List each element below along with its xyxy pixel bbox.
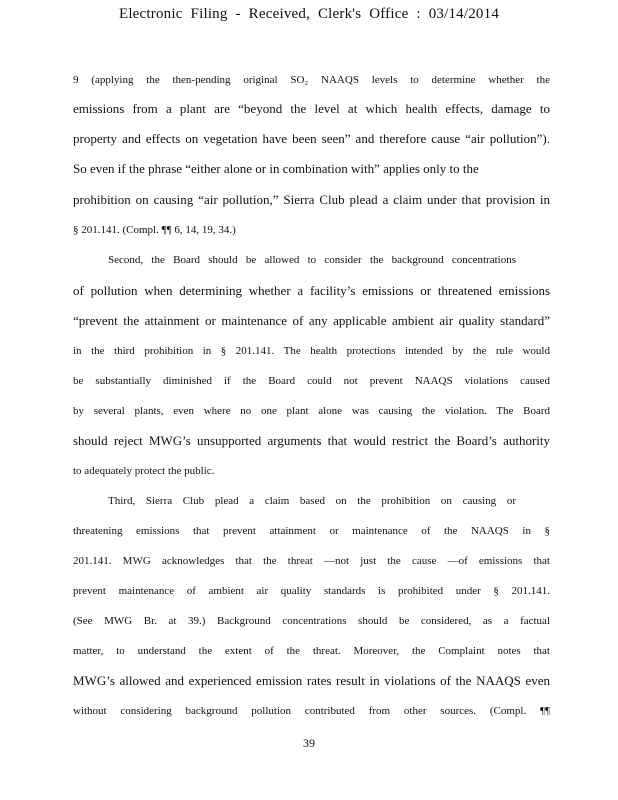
text-line: without considering background pollution contributed from other sources. (Compl. ¶¶: [73, 705, 550, 717]
text-line: threatening emissions that prevent attainment or maintenance of the NAAQS in §: [73, 525, 550, 537]
text-line: prohibition on causing “air pollution,” Sierra Club plead a claim under that provision in: [73, 192, 550, 207]
text-line: Third, Sierra Club plead a claim based on the prohibition on causing or: [108, 495, 516, 507]
text-line: § 201.141. (Compl. ¶¶ 6, 14, 19, 34.): [73, 224, 236, 236]
text-line: So even if the phrase “either alone or in combination with” applies only to the: [73, 161, 479, 176]
text-line: to adequately protect the public.: [73, 465, 215, 477]
text-line: (See MWG Br. at 39.) Background concentrations should be considered, as a factual: [73, 615, 550, 627]
text-line: by several plants, even where no one plant alone was causing the violation. The Board: [73, 405, 550, 417]
text-line: of pollution when determining whether a facility’s emissions or threatened emissions: [73, 283, 550, 298]
text-line: 9 (applying the then-pending original SO₂ NAAQS levels to determine whether the: [73, 74, 550, 86]
text-line: 201.141. MWG acknowledges that the threat —not just the cause —of emissions that: [73, 555, 550, 567]
text-line: prevent maintenance of ambient air quality standards is prohibited under § 201.141.: [73, 585, 550, 597]
text-line: be substantially diminished if the Board could not prevent NAAQS violations caused: [73, 375, 550, 387]
text-line: matter, to understand the extent of the threat. Moreover, the Complaint notes that: [73, 645, 550, 657]
text-line: “prevent the attainment or maintenance of any applicable ambient air quality standard”: [73, 313, 550, 328]
text-line: should reject MWG’s unsupported arguments that would restrict the Board’s authority: [73, 433, 550, 448]
page-number: 39: [303, 736, 315, 750]
text-line: MWG’s allowed and experienced emission rates result in violations of the NAAQS even: [73, 673, 550, 688]
text-line: in the third prohibition in § 201.141. The health protections intended by the rule would: [73, 345, 550, 357]
text-line: Second, the Board should be allowed to consider the background concentrations: [108, 254, 516, 266]
text-line: property and effects on vegetation have been seen” and therefore cause “air pollution”).: [73, 131, 550, 146]
filing-header: Electronic Filing - Received, Clerk's Office : 03/14/2014: [118, 6, 500, 22]
text-line: emissions from a plant are “beyond the level at which health effects, damage to: [73, 101, 550, 116]
